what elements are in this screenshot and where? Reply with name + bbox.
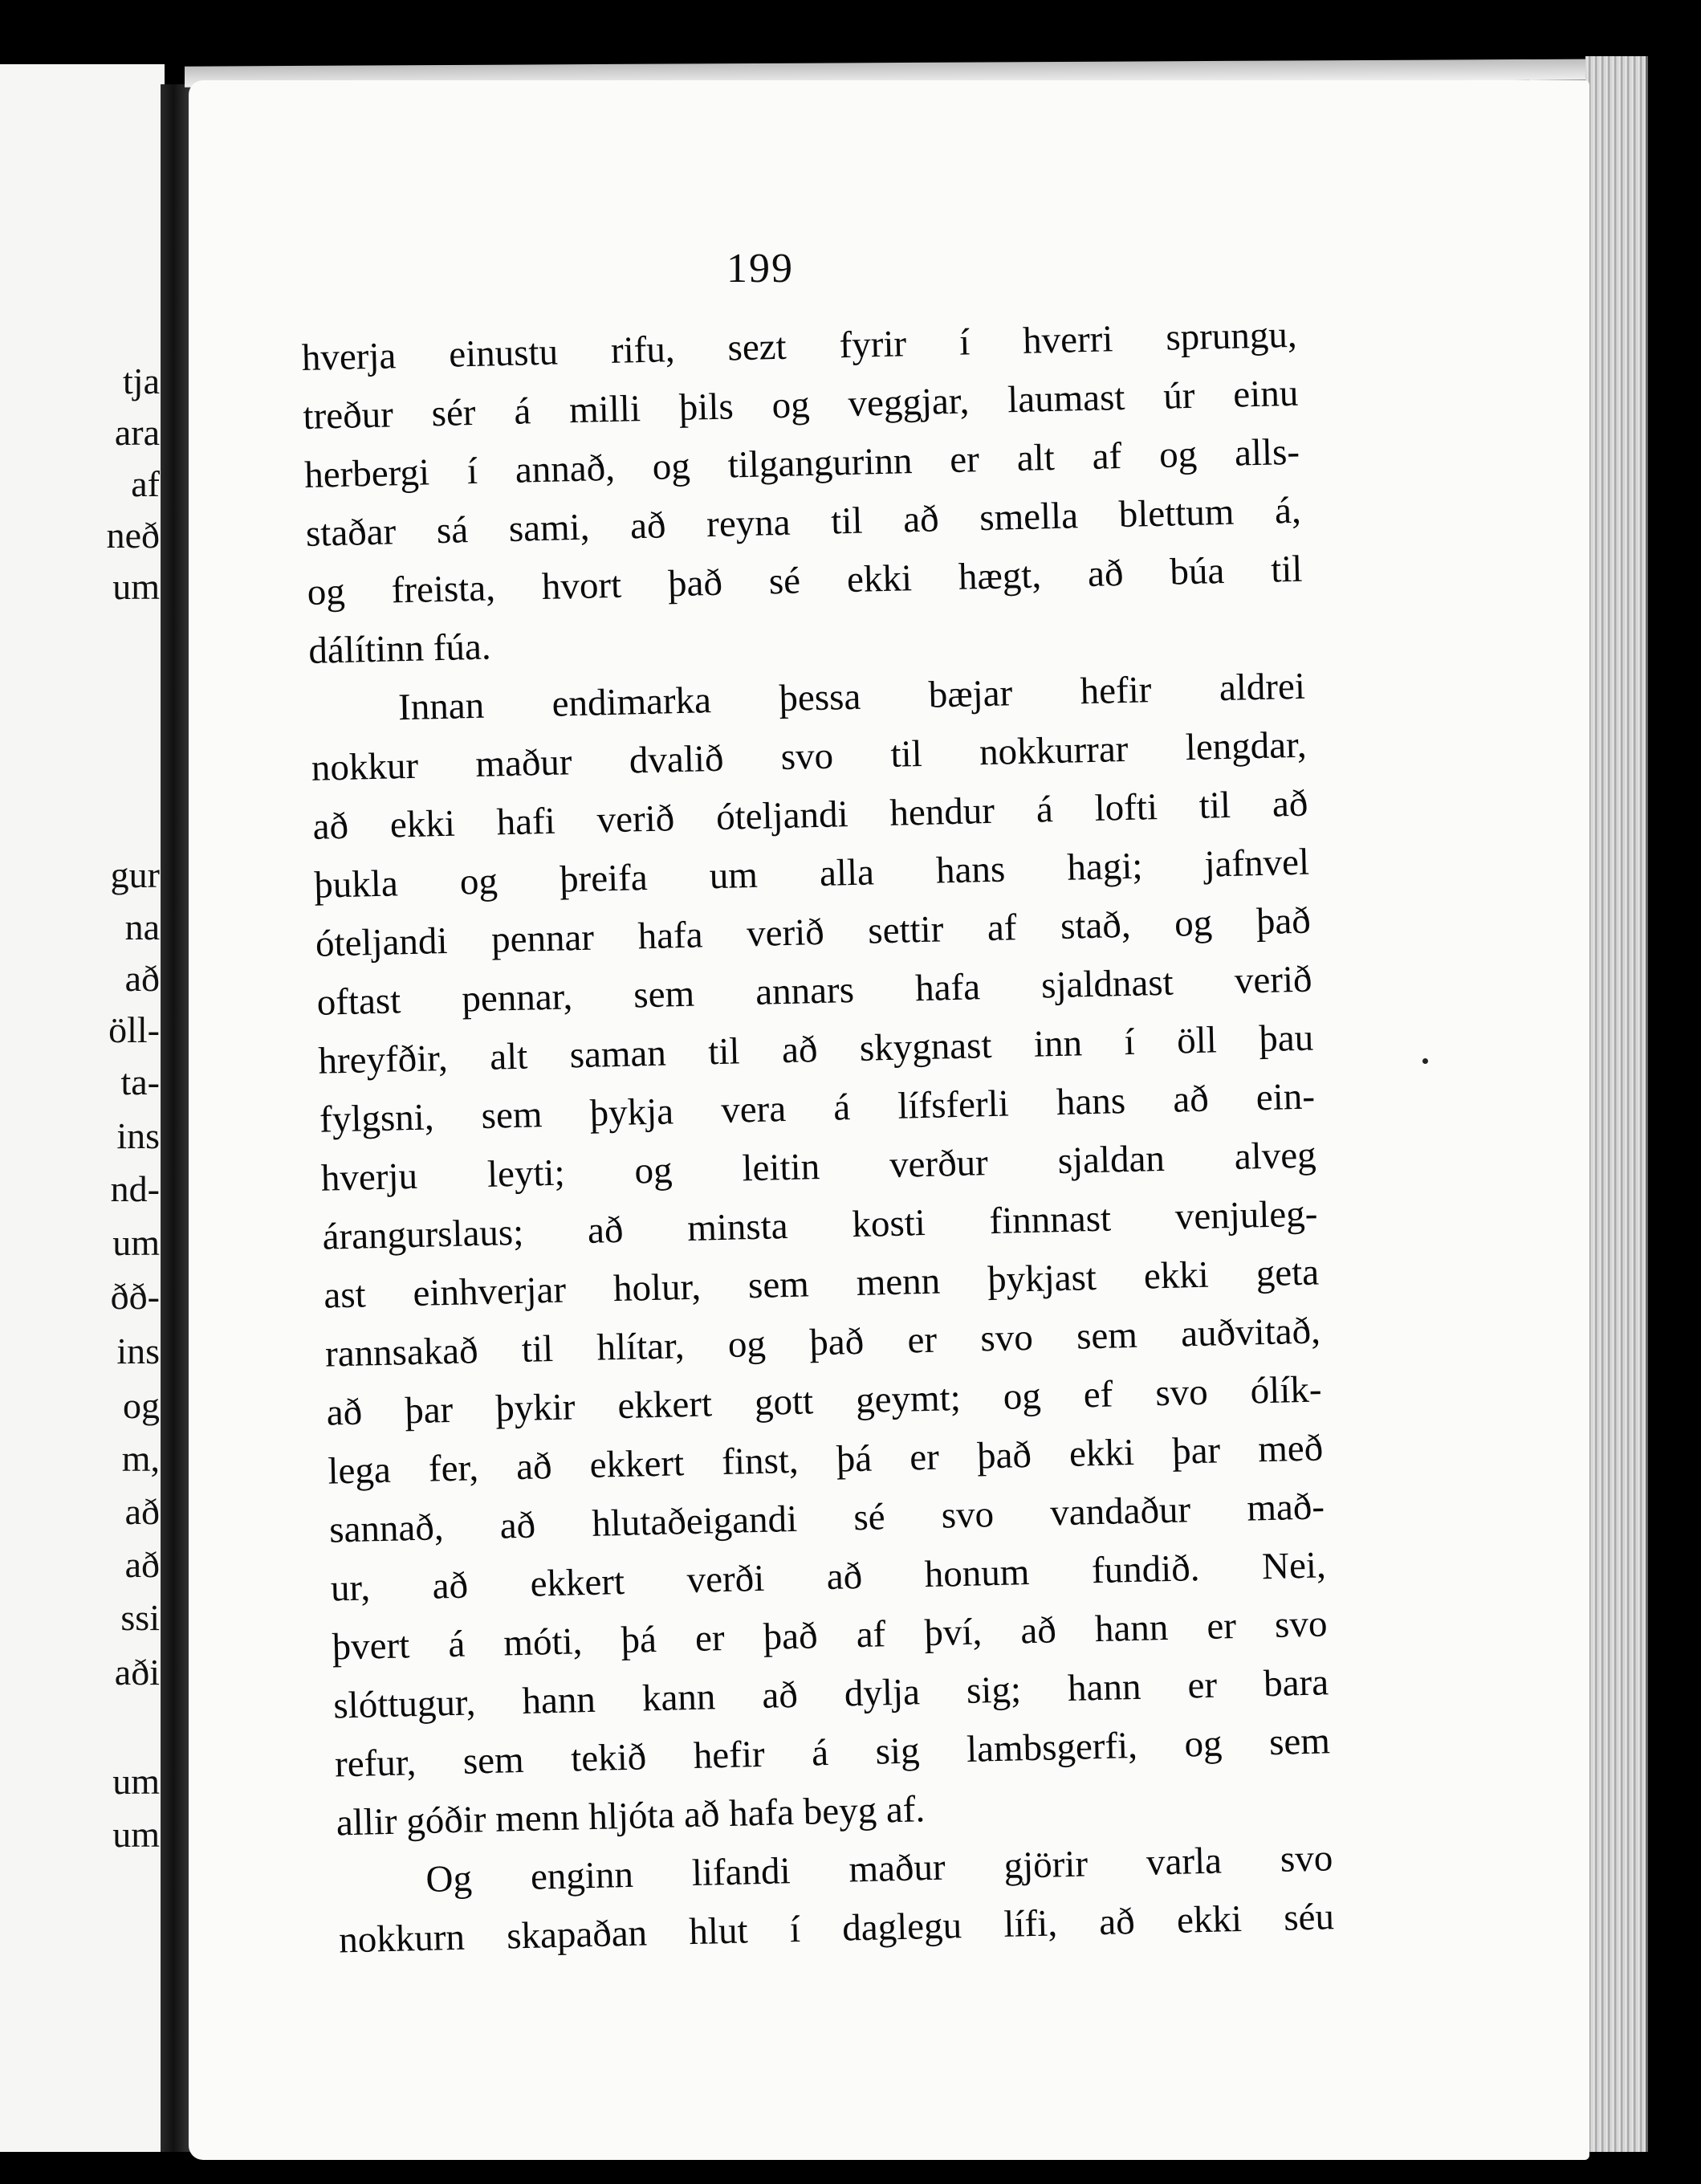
fragment: ins [116,1115,160,1156]
body-text [301,306,1335,1970]
text-line: þvert á móti, þá er það af því, að hann er svo [332,1603,1328,1669]
fragment: um [112,1814,160,1855]
page-stack-edges [1585,56,1648,2152]
text-line: allir góðir menn hljóta að hafa beyg af. [336,1788,926,1844]
text-line: oftast pennar, sem annars hafa sjaldnast verið [316,958,1313,1024]
fragment: og [123,1385,160,1426]
fragment: öll- [108,1009,160,1050]
fragment: um [112,1761,160,1802]
text-line: fylgsni, sem þykja vera á lífsferli hans að ein- [319,1075,1316,1141]
fragment: neð [106,515,160,556]
text-line: rannsakað til hlítar, og það er svo sem auðvitað, [324,1310,1321,1375]
text-line: nokkur maður dvalið svo til nokkurrar lengdar, [311,723,1308,789]
fragment: að [124,958,160,999]
text-line: þukla og þreifa um alla hans hagi; jafnvel [313,841,1310,907]
fragment: ðð- [110,1276,160,1317]
text-line: dálítinn fúa. [307,625,492,672]
text-line: sannað, að hlutaðeigandi sé svo vandaður mað- [328,1485,1325,1551]
text-line: ur, að ekkert verði að honum fundið. Nei, [330,1544,1327,1610]
text-line: refur, sem tekið hefir á sig lambsgerfi, og sem [334,1720,1331,1786]
book-gutter [161,84,193,2152]
fragment: ins [116,1330,160,1371]
fragment: ta- [120,1061,160,1102]
text-line: herbergi í annað, og tilgangurinn er alt af og alls- [303,430,1300,496]
speck-mark [1422,1058,1428,1064]
text-line: hreyfðir, alt saman til að skygnast inn í öll þau [317,1017,1314,1082]
left-facing-page [0,64,165,2152]
fragment: m, [121,1438,160,1479]
fragment: um [112,566,160,607]
text-line: að ekki hafi verið óteljandi hendur á lofti til að [311,782,1308,848]
text-line: að þar þykir ekkert gott geymt; og ef svo ólík- [326,1368,1323,1434]
fragment: að [124,1544,160,1585]
text-line: og freista, hvort það sé ekki hægt, að búa til [307,548,1303,613]
fragment: af [131,463,160,504]
text-line: staðar sá sami, að reyna til að smella blettum á, [305,489,1302,555]
text-line: treður sér á milli þils og veggjar, laumast úr einu [302,372,1299,438]
fragment: nd- [110,1168,160,1209]
page-number: 199 [726,246,794,291]
text-line: slóttugur, hann kann að dylja sig; hann er bara [332,1661,1329,1727]
text-line: Og enginn lifandi maður gjörir varla svo [425,1837,1333,1901]
fragment: ara [114,412,160,453]
fragment: ssi [120,1597,160,1638]
text-line: lega fer, að ekkert finst, þá er það ekki þar með [327,1427,1324,1493]
text-line: hverju leyti; og leitin verður sjaldan alveg [320,1134,1317,1200]
text-line: Innan endimarka þessa bæjar hefir aldrei [397,665,1306,729]
text-line: nokkurn skapaðan hlut í daglegu lífi, að ekki séu [338,1896,1335,1962]
fragment: tja [123,361,160,401]
fragment: að [124,1491,160,1532]
text-line: árangurslaus; að minsta kosti finnnast venjuleg- [322,1192,1318,1258]
fragment: na [124,907,160,947]
fragment: gur [110,854,160,895]
fragment: um [112,1222,160,1263]
text-line: ast einhverjar holur, sem menn þykjast ekki geta [323,1251,1320,1317]
fragment: aði [114,1652,160,1693]
text-line: hverja einustu rifu, sezt fyrir í hverri sprungu, [301,313,1298,379]
text-line: óteljandi pennar hafa verið settir af stað, og það [315,899,1312,965]
